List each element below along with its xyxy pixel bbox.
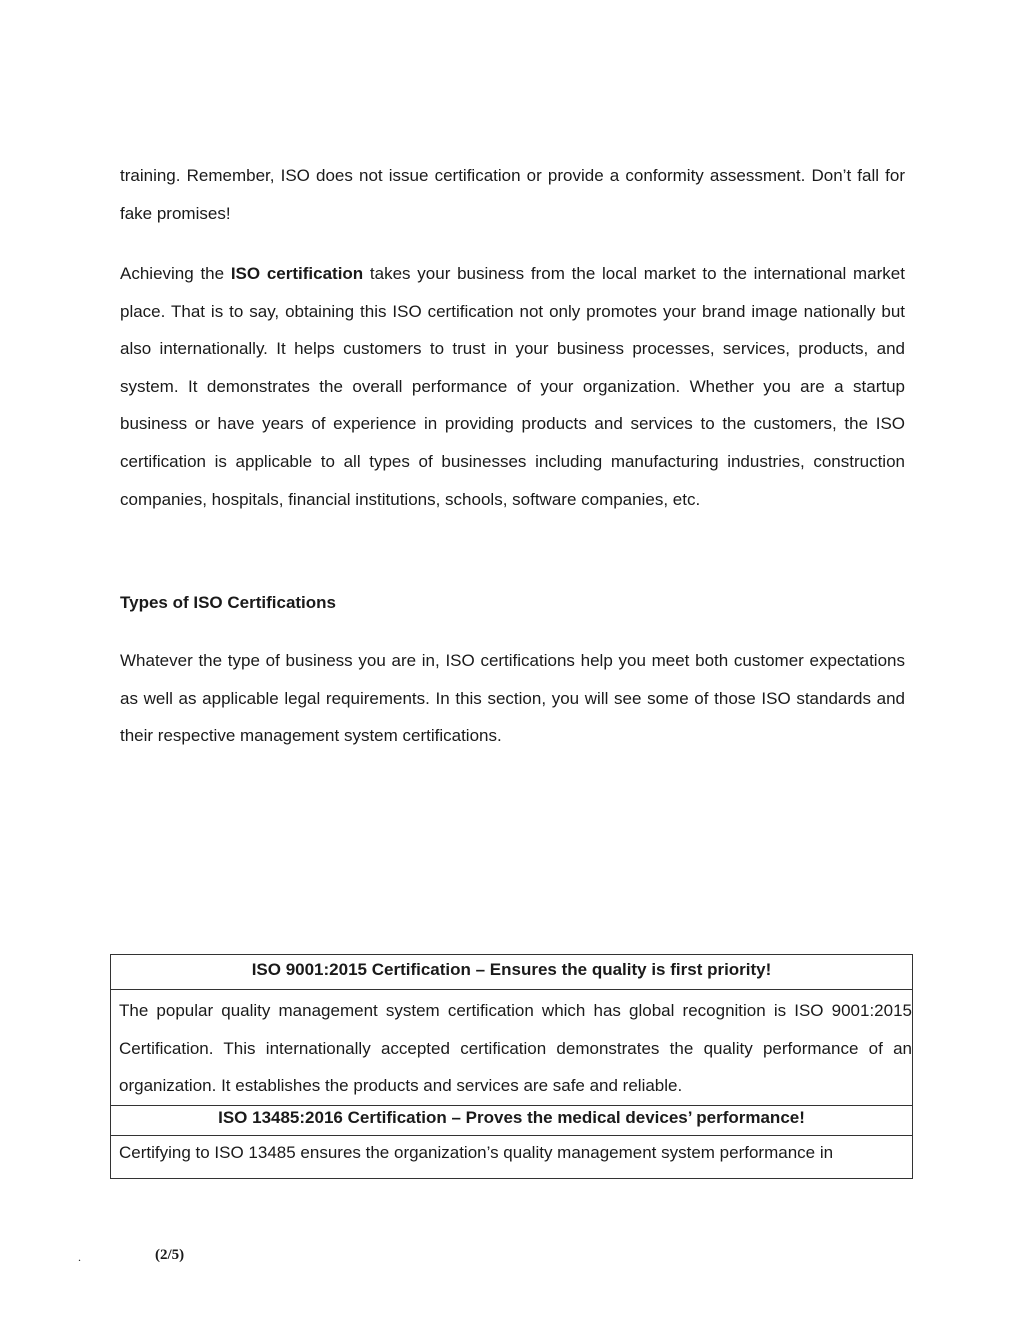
table-row-iso13485-title [111, 1106, 912, 1136]
table-row-iso9001-title [111, 955, 912, 990]
paragraph-achieving [120, 255, 905, 518]
table-cell-iso9001-body: The popular quality management system certification which has global recognition is ISO 9001:2015 Certification. This internationally accepted certification demonstrates the quality performance of an organization. It establishes the products and services are safe and reliable. [119, 1001, 912, 1096]
paragraph-achieving-rest: takes your business from the local market to the international market place. That is to say, obtaining this ISO certification not only promotes your brand image nationally but also internationally. It helps customers to trust in your business processes, services, products, and system. It demonstrates the overall performance of your organization. Whether you are a startup business or have years of experience in providing products and services to the customers, the ISO certification is applicable to all types of businesses including manufacturing industries, construction companies, hospitals, financial institutions, schools, software companies, etc. [120, 264, 905, 509]
paragraph-training: training. Remember, ISO does not issue certification or provide a conformity assessment. Don’t fall for fake promises! [120, 166, 905, 223]
footer-dot: . [78, 1250, 81, 1264]
paragraph-achieving-bold: ISO certification [230, 264, 364, 283]
paragraph-achieving-prefix: Achieving the [120, 264, 231, 283]
table-cell-iso13485-title: ISO 13485:2016 Certification – Proves the medical devices’ performance! [218, 1107, 805, 1127]
page-number: (2/5) [155, 1247, 185, 1263]
paragraph-whatever: Whatever the type of business you are in, ISO certifications help you meet both customer expectations as well as applicable legal requirements. In this section, you will see some of those ISO standards and their respective management system certifications. [120, 651, 905, 746]
table-row-iso13485-body [111, 1136, 912, 1178]
section-heading-types: Types of ISO Certifications [120, 593, 337, 612]
table-cell-iso9001-title: ISO 9001:2015 Certification – Ensures the quality is first priority! [251, 960, 772, 979]
table-row-iso9001-body [111, 990, 912, 1106]
table-cell-iso13485-body: Certifying to ISO 13485 ensures the organization’s quality management system performance in [119, 1142, 834, 1162]
certification-table [110, 954, 913, 1179]
